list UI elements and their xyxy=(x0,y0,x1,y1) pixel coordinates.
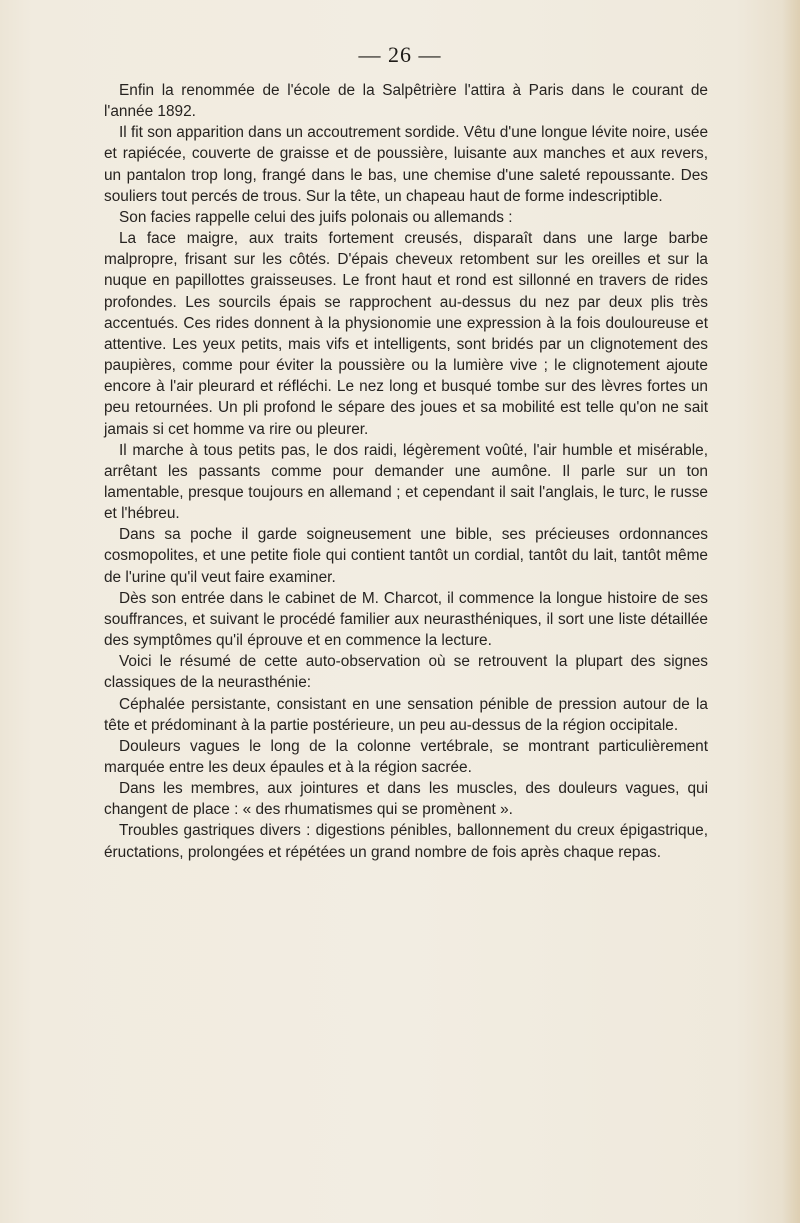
paragraph: Troubles gastriques divers : digestions pénibles, ballonnement du creux épigastrique, éructations, prolongées et répétées un grand nombre de fois après chaque repas. xyxy=(104,822,708,861)
paragraph: Douleurs vagues le long de la colonne vertébrale, se montrant particulièrement marquée entre les deux épaules et à la région sacrée. xyxy=(104,737,708,776)
page-number: — 26 — xyxy=(358,42,442,67)
paragraph: La face maigre, aux traits fortement creusés, disparaît dans une large barbe malpropre, frisant sur les côtés. D'épais cheveux retombent sur les oreilles et sur la nuque en papillottes graisseuses. Le front haut et rond est sillonné en travers de rides profondes. Les sourcils épais se rapprochent au-dessus du nez par deux plis très accentués. Ces rides donnent à la physionomie une expression à la fois douloureuse et attentive. Les yeux petits, mais vifs et intelligents, sont bridés par un clignotement des paupières, comme pour éviter la poussière ou la lumière vive ; le clignotement ajoute encore à l'air pleurard et réfléchi. Le nez long et busqué tombe sur des lèvres fortes un peu retournées. Un pli profond le sépare des joues et sa mobilité est telle qu'on ne sait jamais si cet homme va rire ou pleurer. xyxy=(104,230,708,438)
paragraph: Dès son entrée dans le cabinet de M. Charcot, il commence la longue histoire de ses souffrances, et suivant le procédé familier aux neurasthéniques, il sort une liste détaillée des symptômes qu'il éprouve et en commence la lecture. xyxy=(104,589,708,650)
page-edge-shadow xyxy=(782,0,800,1223)
paragraph: Enfin la renommée de l'école de la Salpêtrière l'attira à Paris dans le courant de l'année 1892. xyxy=(104,82,708,121)
paragraph: Il marche à tous petits pas, le dos raidi, légèrement voûté, l'air humble et misérable, arrêtant les passants comme pour demander une aumône. Il parle sur un ton lamentable, presque toujours en allemand ; et cependant il sait l'anglais, le turc, le russe et l'hébreu. xyxy=(104,441,708,523)
paragraph: Voici le résumé de cette auto-observation où se retrouvent la plupart des signes classiques de la neurasthénie: xyxy=(104,653,708,692)
paragraph: Il fit son apparition dans un accoutrement sordide. Vêtu d'une longue lévite noire, usée et rapiécée, couverte de graisse et de poussière, luisante aux manches et aux revers, un pantalon trop long, frangé dans le bas, une chemise d'une saleté repoussante. Des souliers tout percés de trous. Sur la tête, un chapeau haut de forme indescriptible. xyxy=(104,124,709,205)
paragraph: Céphalée persistante, consistant en une sensation pénible de pression autour de la tête et prédominant à la partie postérieure, un peu au-dessus de la région occipitale. xyxy=(104,695,708,734)
paragraph: Son facies rappelle celui des juifs polonais ou allemands : xyxy=(119,208,513,226)
paragraph: Dans les membres, aux jointures et dans les muscles, des douleurs vagues, qui changent de place : « des rhumatismes qui se promènent ». xyxy=(104,780,708,819)
paragraph: Dans sa poche il garde soigneusement une bible, ses précieuses ordonnances cosmopolites, et une petite fiole qui contient tantôt un cordial, tantôt du lait, tantôt même de l'urine qu'il veut faire examiner. xyxy=(104,526,708,586)
body-text xyxy=(104,80,708,863)
